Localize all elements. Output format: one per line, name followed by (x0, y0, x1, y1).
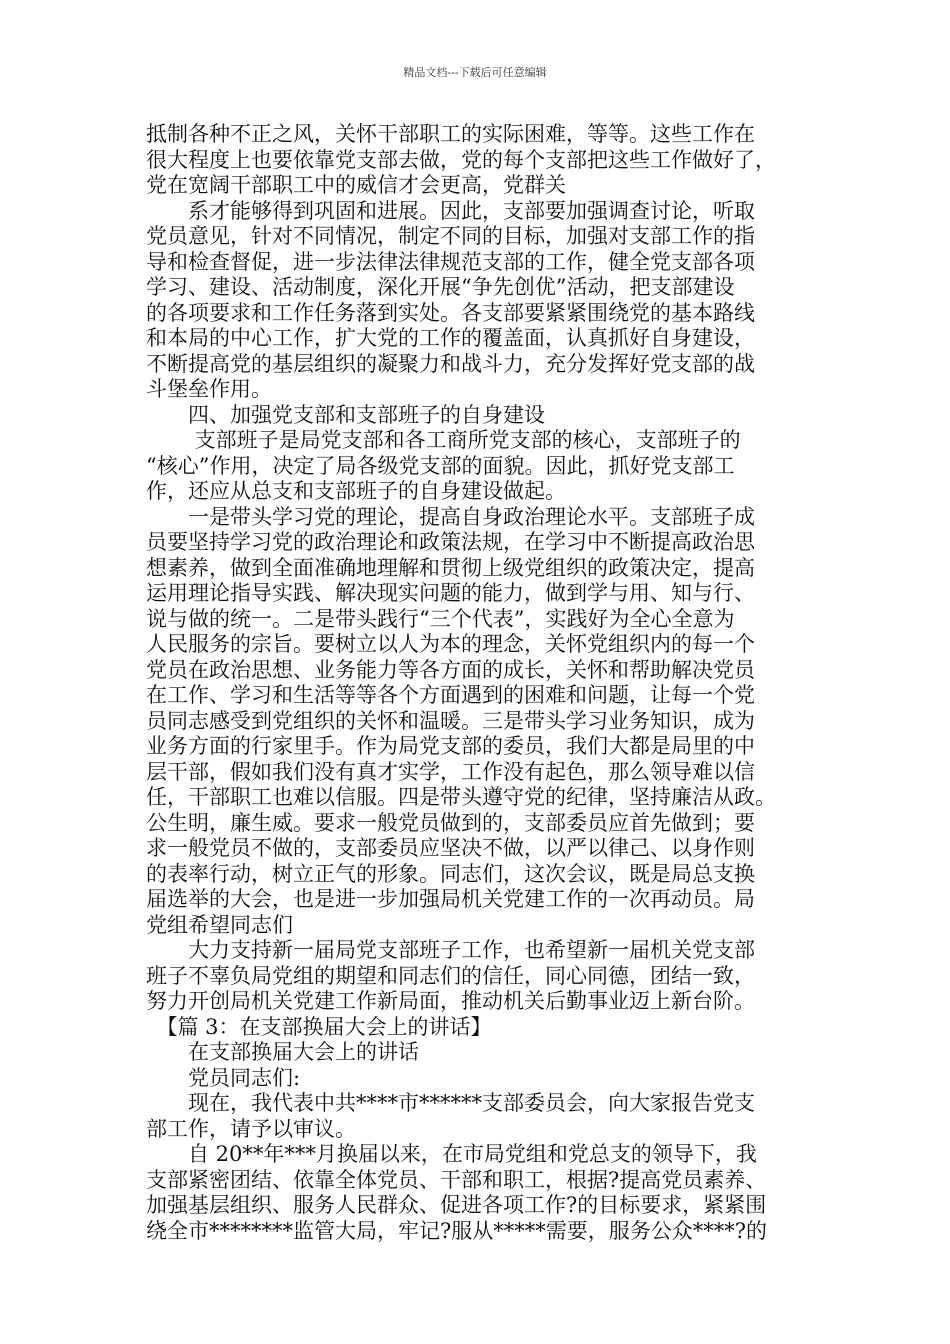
text-line: 党组希望同志们 (146, 912, 293, 937)
text-line: 届选举的大会，也是进一步加强局机关党建工作的一次再动员。局 (146, 887, 755, 911)
text-line: 现在，我代表中共****市******支部委员会，向大家报告党支 (146, 1091, 755, 1115)
text-line: 想素养，做到全面准确地理解和贯彻上级党组织的政策决定，提高 (146, 555, 755, 580)
text-line: 业务方面的行家里手。作为局党支部的委员，我们大都是局里的中 (146, 734, 755, 758)
text-line: 在工作、学习和生活等等各个方面遇到的困难和问题，让每一个党 (146, 683, 755, 707)
text-line: 人民服务的宗旨。要树立以人为本的理念，关怀党组织内的每一个 (146, 632, 755, 656)
text-line: 抵制各种不正之风，关怀干部职工的实际困难，等等。这些工作在 (146, 122, 755, 146)
text-line: 党员同志们: (146, 1065, 301, 1090)
text-line: 党员意见，针对不同情况，制定不同的目标，加强对支部工作的指 (146, 224, 755, 248)
text-line: 导和检查督促，进一步法律法律规范支部的工作，健全党支部各项 (146, 249, 755, 274)
text-line: 在支部换届大会上的讲话 (146, 1040, 419, 1064)
text-line: 斗堡垒作用。 (146, 377, 272, 401)
text-line: 自 20**年***月换届以来，在市局党组和党总支的领导下，我 (146, 1142, 757, 1166)
text-line: 系才能够得到巩固和进展。因此，支部要加强调查讨论，听取 (146, 198, 755, 223)
text-line: 努力开创局机关党建工作新局面，推动机关后勤事业迈上新台阶。 (146, 989, 755, 1013)
text-line: 不断提高党的基层组织的凝聚力和战斗力，充分发挥好党支部的战 (146, 351, 755, 376)
text-line: 的各项要求和工作任务落到实处。各支部要紧紧围绕党的基本路线 (146, 300, 755, 325)
text-line: 班子不辜负局党组的期望和同志们的信任，同心同德，团结一致， (146, 963, 755, 988)
text-line: 党在宽阔干部职工中的威信才会更高，党群关 (146, 173, 566, 197)
text-line: 运用理论指导实践、解决现实问题的能力，做到学与用、知与行、 (146, 581, 755, 605)
text-line: 和本局的中心工作，扩大党的工作的覆盖面，认真抓好自身建设， (146, 326, 755, 350)
text-line: 学习、建设、活动制度，深化开展“争先创优”活动，把支部建设 (146, 275, 735, 299)
text-line: 员同志感受到党组织的关怀和温暖。三是带头学习业务知识，成为 (146, 708, 755, 733)
text-line: 一是带头学习党的理论，提高自身政治理论水平。支部班子成 (146, 504, 755, 529)
text-line: “核心”作用，决定了局各级党支部的面貌。因此，抓好党支部工 (146, 453, 735, 478)
document-body (146, 122, 816, 1244)
text-line: 的表率行动，树立正气的形象。同志们，这次会议，既是局总支换 (146, 861, 755, 886)
text-line: 员要坚持学习党的政治理论和政策法规，在学习中不断提高政治思 (146, 530, 755, 554)
text-line: 【篇 3：在支部换届大会上的讲话】 (146, 1014, 492, 1039)
page-header: 精品文档---下载后可任意编辑 (403, 66, 547, 79)
text-line: 作，还应从总支和支部班子的自身建设做起。 (146, 479, 566, 503)
text-line: 党员在政治思想、业务能力等各方面的成长，关怀和帮助解决党员 (146, 657, 755, 682)
text-line: 大力支持新一届局党支部班子工作，也希望新一届机关党支部 (146, 938, 755, 962)
text-line: 层干部，假如我们没有真才实学，工作没有起色，那么领导难以信 (146, 759, 755, 784)
text-line: 绕全市********监管大局，牢记?服从*****需要，服务公众****?的 (146, 1218, 768, 1243)
text-line: 任，干部职工也难以信服。四是带头遵守党的纪律，坚持廉洁从政。 (146, 785, 776, 809)
text-line: 很大程度上也要依靠党支部去做，党的每个支部把这些工作做好了， (146, 147, 776, 172)
text-line: 支部班子是局党支部和各工商所党支部的核心，支部班子的 (146, 428, 741, 452)
text-line: 求一般党员不做的，支部委员应坚决不做，以严以律己、以身作则 (146, 836, 755, 860)
text-line: 公生明，廉生威。要求一般党员做到的，支部委员应首先做到；要 (146, 810, 755, 835)
text-line: 部工作，请予以审议。 (146, 1116, 356, 1141)
text-line: 说与做的统一。二是带头践行“三个代表”，实践好为全心全意为 (146, 606, 735, 631)
text-line: 支部紧密团结、依靠全体党员、干部和职工，根据?提高党员素养、 (146, 1167, 767, 1192)
text-line: 加强基层组织、服务人民群众、促进各项工作?的目标要求，紧紧围 (146, 1193, 767, 1217)
text-line: 四、加强党支部和支部班子的自身建设 (146, 402, 545, 427)
